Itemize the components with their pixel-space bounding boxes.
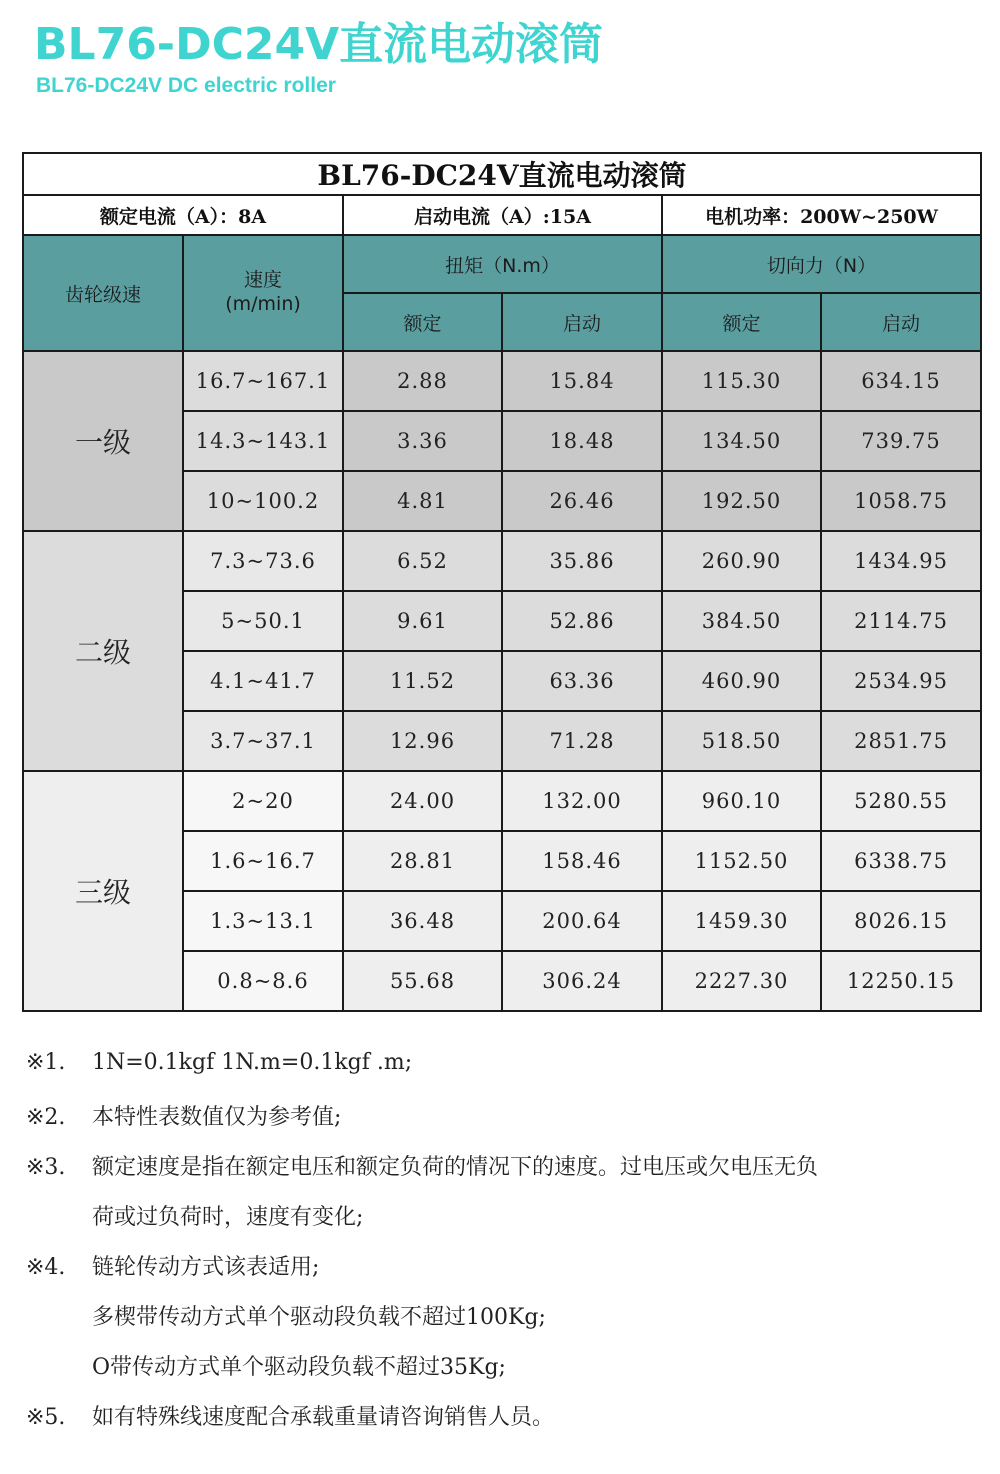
- note-line: [26, 1100, 341, 1131]
- speed-cell: 5~50.1: [183, 591, 343, 651]
- start-current: 启动电流（A）:15A: [343, 195, 662, 235]
- force-start-cell: 739.75: [821, 411, 981, 471]
- motor-power: 电机功率：200W~250W: [662, 195, 981, 235]
- header-force-start: 启动: [821, 293, 981, 351]
- speed-cell: 16.7~167.1: [183, 351, 343, 411]
- force-rated-cell: 518.50: [662, 711, 821, 771]
- torque-rated-cell: 12.96: [343, 711, 502, 771]
- force-start-cell: 2851.75: [821, 711, 981, 771]
- header-torque: 扭矩（N.m）: [343, 235, 662, 293]
- header-speed: [183, 235, 343, 351]
- note-marker: ※2.: [26, 1105, 66, 1130]
- header-gear-stage: 齿轮级速: [23, 235, 183, 351]
- note-text: O带传动方式单个驱动段负载不超过35Kg;: [92, 1355, 506, 1380]
- note-text: 本特性表数值仅为参考值;: [92, 1105, 342, 1130]
- note-marker: ※1.: [26, 1050, 66, 1075]
- torque-rated-cell: 28.81: [343, 831, 502, 891]
- force-start-cell: 1058.75: [821, 471, 981, 531]
- torque-rated-cell: 2.88: [343, 351, 502, 411]
- note-line: [92, 1300, 546, 1331]
- header-speed-unit: (m/min): [225, 293, 301, 315]
- note-text: 如有特殊线速度配合承载重量请咨询销售人员。: [92, 1405, 555, 1430]
- force-start-cell: 2114.75: [821, 591, 981, 651]
- force-rated-cell: 1152.50: [662, 831, 821, 891]
- note-line: [26, 1150, 818, 1181]
- table-row: [23, 771, 981, 831]
- force-start-cell: 1434.95: [821, 531, 981, 591]
- note-marker: ※5.: [26, 1405, 66, 1430]
- force-rated-cell: 260.90: [662, 531, 821, 591]
- torque-rated-cell: 55.68: [343, 951, 502, 1011]
- gear-stage-cell: 三级: [23, 771, 183, 1011]
- torque-start-cell: 26.46: [502, 471, 662, 531]
- note-marker: ※4.: [26, 1255, 66, 1280]
- header-speed-label: 速度: [243, 269, 282, 292]
- note-text: 链轮传动方式该表适用;: [92, 1255, 320, 1280]
- table-title: BL76-DC24V直流电动滚筒: [23, 153, 981, 195]
- header-tangential-force: 切向力（N）: [662, 235, 981, 293]
- note-line: [26, 1250, 319, 1281]
- note-text: 荷或过负荷时，速度有变化;: [92, 1205, 364, 1230]
- torque-rated-cell: 24.00: [343, 771, 502, 831]
- torque-rated-cell: 36.48: [343, 891, 502, 951]
- page-subtitle: BL76-DC24V DC electric roller: [36, 74, 336, 97]
- header-force-rated: 额定: [662, 293, 821, 351]
- table-row: [23, 531, 981, 591]
- force-rated-cell: 134.50: [662, 411, 821, 471]
- torque-rated-cell: 4.81: [343, 471, 502, 531]
- torque-start-cell: 158.46: [502, 831, 662, 891]
- gear-stage-cell: 二级: [23, 531, 183, 771]
- torque-start-cell: 306.24: [502, 951, 662, 1011]
- torque-rated-cell: 9.61: [343, 591, 502, 651]
- torque-start-cell: 35.86: [502, 531, 662, 591]
- force-rated-cell: 1459.30: [662, 891, 821, 951]
- force-start-cell: 8026.15: [821, 891, 981, 951]
- speed-cell: 4.1~41.7: [183, 651, 343, 711]
- torque-start-cell: 132.00: [502, 771, 662, 831]
- speed-cell: 0.8~8.6: [183, 951, 343, 1011]
- force-rated-cell: 960.10: [662, 771, 821, 831]
- force-start-cell: 634.15: [821, 351, 981, 411]
- speed-cell: 10~100.2: [183, 471, 343, 531]
- speed-cell: 2~20: [183, 771, 343, 831]
- force-rated-cell: 2227.30: [662, 951, 821, 1011]
- rated-current: 额定电流（A）：8A: [23, 195, 343, 235]
- force-start-cell: 5280.55: [821, 771, 981, 831]
- force-rated-cell: 460.90: [662, 651, 821, 711]
- note-text: 额定速度是指在额定电压和额定负荷的情况下的速度。过电压或欠电压无负: [92, 1155, 819, 1180]
- note-line: [92, 1200, 363, 1231]
- torque-rated-cell: 11.52: [343, 651, 502, 711]
- force-rated-cell: 192.50: [662, 471, 821, 531]
- gear-stage-cell: 一级: [23, 351, 183, 531]
- spec-table: [22, 152, 982, 1012]
- note-text: 多楔带传动方式单个驱动段负载不超过100Kg;: [92, 1305, 546, 1330]
- speed-cell: 14.3~143.1: [183, 411, 343, 471]
- torque-rated-cell: 6.52: [343, 531, 502, 591]
- speed-cell: 3.7~37.1: [183, 711, 343, 771]
- speed-cell: 1.6~16.7: [183, 831, 343, 891]
- torque-start-cell: 200.64: [502, 891, 662, 951]
- note-text: 1N=0.1kgf 1N.m=0.1kgf .m;: [92, 1050, 413, 1075]
- note-line: [92, 1350, 506, 1381]
- speed-cell: 7.3~73.6: [183, 531, 343, 591]
- force-start-cell: 6338.75: [821, 831, 981, 891]
- table-row: [23, 351, 981, 411]
- torque-start-cell: 18.48: [502, 411, 662, 471]
- speed-cell: 1.3~13.1: [183, 891, 343, 951]
- force-rated-cell: 115.30: [662, 351, 821, 411]
- force-start-cell: 12250.15: [821, 951, 981, 1011]
- torque-start-cell: 52.86: [502, 591, 662, 651]
- torque-rated-cell: 3.36: [343, 411, 502, 471]
- page-title: BL76-DC24V直流电动滚筒: [34, 19, 604, 70]
- torque-start-cell: 15.84: [502, 351, 662, 411]
- header-torque-start: 启动: [502, 293, 662, 351]
- force-start-cell: 2534.95: [821, 651, 981, 711]
- note-line: [26, 1050, 412, 1075]
- header-torque-rated: 额定: [343, 293, 502, 351]
- note-line: [26, 1400, 554, 1431]
- note-marker: ※3.: [26, 1155, 66, 1180]
- torque-start-cell: 71.28: [502, 711, 662, 771]
- torque-start-cell: 63.36: [502, 651, 662, 711]
- force-rated-cell: 384.50: [662, 591, 821, 651]
